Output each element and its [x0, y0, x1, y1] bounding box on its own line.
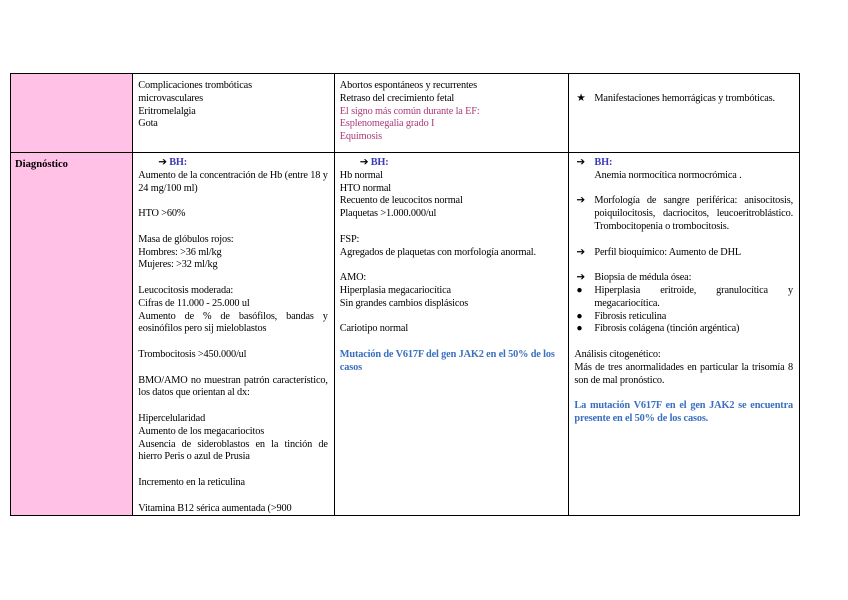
- text-line: HTO normal: [339, 182, 392, 194]
- table-cell: [133, 74, 335, 153]
- text-line: Equimosis: [339, 131, 382, 143]
- text-line: Abortos espontáneos y recurrentes: [339, 80, 477, 91]
- text-line: Masa de glóbulos rojos:: [138, 233, 234, 245]
- text-line: Ausencia de sideroblastos en la tinción de hierro Peris o azul de Prusia: [138, 438, 328, 463]
- text-line: Manifestaciones hemorrágicas y trombóticas.: [594, 93, 775, 104]
- section-label: BH:: [370, 157, 389, 168]
- text-line: FSP:: [339, 233, 360, 245]
- text-line: Análisis citogenético:: [574, 348, 661, 360]
- text-line: Perfil bioquímico: Aumento de DHL: [594, 246, 742, 258]
- text-line: Cifras de 11.000 - 25.000 ul: [138, 297, 250, 309]
- text-line: Complicaciones trombóticas: [138, 80, 252, 91]
- highlight-text: Mutación de V617F del gen JAK2 en el 50% de los casos: [339, 348, 555, 373]
- text-line: Biopsia de médula ósea:: [594, 272, 692, 284]
- text-line: Cariotipo normal: [339, 323, 409, 335]
- text-line: Hipercelularidad: [138, 412, 206, 424]
- text-line: Hiperplasia megacariocítica: [339, 284, 451, 296]
- text-line: microvasculares: [138, 92, 203, 104]
- bullet-icon: ●: [576, 310, 583, 322]
- text-line: Recuento de leucocitos normal: [339, 195, 463, 207]
- text-line: BMO/AMO no muestran patrón característico, los datos que orientan al dx:: [138, 374, 328, 399]
- text-line: Plaquetas >1.000.000/ul: [339, 208, 437, 220]
- arrow-icon: ➔: [576, 246, 585, 258]
- table-row: [11, 153, 800, 516]
- text-line: Anemia normocítica normocrómica .: [594, 169, 742, 181]
- table-cell: [133, 153, 335, 516]
- text-line: Sin grandes cambios displásicos: [339, 297, 469, 309]
- text-line: Vitamina B12 sérica aumentada (>900: [138, 502, 292, 514]
- list-item: Fibrosis reticulina: [594, 310, 667, 322]
- table-row: [11, 74, 800, 153]
- text-line: HTO >60%: [138, 208, 186, 220]
- text-line: Esplenomegalia grado I: [339, 118, 435, 130]
- text-line: Aumento de % de basófilos, bandas y eosinófilos pero sij mieloblastos: [138, 310, 328, 335]
- list-item: Hiperplasia eritroide, granulocítica y megacariocítica.: [594, 284, 793, 309]
- arrow-icon: ➔: [359, 157, 369, 168]
- arrow-icon: ➔: [576, 272, 585, 284]
- row-heading: Diagnóstico: [15, 159, 68, 170]
- table-cell: [334, 74, 569, 153]
- table-cell: [334, 153, 569, 516]
- list-item: Fibrosis colágena (tinción argéntica): [594, 323, 740, 335]
- text-line: Morfología de sangre periférica: anisocitosis, poiquilocitosis, dacriocitos, leucoeritroblástico. Trombocitopenia o trombocitosis.: [594, 195, 793, 232]
- text-line: Más de tres anormalidades en particular la trisomía 8 son de mal pronóstico.: [574, 361, 793, 386]
- text-line: Mujeres: >32 ml/kg: [138, 259, 218, 271]
- table-cell: [569, 74, 800, 153]
- table-cell: [569, 153, 800, 516]
- bullet-icon: ●: [576, 323, 583, 335]
- text-line: El signo más común durante la EF:: [339, 105, 480, 117]
- text-line: Gota: [138, 118, 158, 130]
- bullet-icon: ●: [576, 284, 583, 296]
- arrow-icon: ➔: [576, 157, 585, 168]
- text-line: Agregados de plaquetas con morfología anormal.: [339, 246, 536, 258]
- highlight-text: La mutación V617F en el gen JAK2 se encuentra presente en el 50% de los casos.: [574, 400, 793, 424]
- text-line: Eritromelalgia: [138, 105, 196, 117]
- text-line: Aumento de la concentración de Hb (entre 18 y 24 mg/100 ml): [138, 169, 328, 194]
- text-line: Hombres: >36 ml/kg: [138, 246, 222, 258]
- text-line: Hb normal: [339, 169, 383, 181]
- text-line: Trombocitosis >450.000/ul: [138, 348, 247, 360]
- row-label-cell: [11, 153, 133, 516]
- arrow-icon: ➔: [158, 157, 167, 168]
- text-line: Incremento en la reticulina: [138, 476, 245, 488]
- section-label: BH:: [594, 157, 613, 168]
- text-line: Retraso del crecimiento fetal: [339, 92, 455, 104]
- text-line: AMO:: [339, 272, 367, 284]
- arrow-icon: ➔: [576, 195, 585, 207]
- row-label-cell: [11, 74, 133, 153]
- text-line: Leucocitosis moderada:: [138, 284, 234, 296]
- clinical-table: [10, 73, 800, 516]
- text-line: Aumento de los megacariocitos: [138, 425, 265, 437]
- section-label: BH:: [169, 157, 188, 168]
- star-icon: ★: [576, 93, 586, 104]
